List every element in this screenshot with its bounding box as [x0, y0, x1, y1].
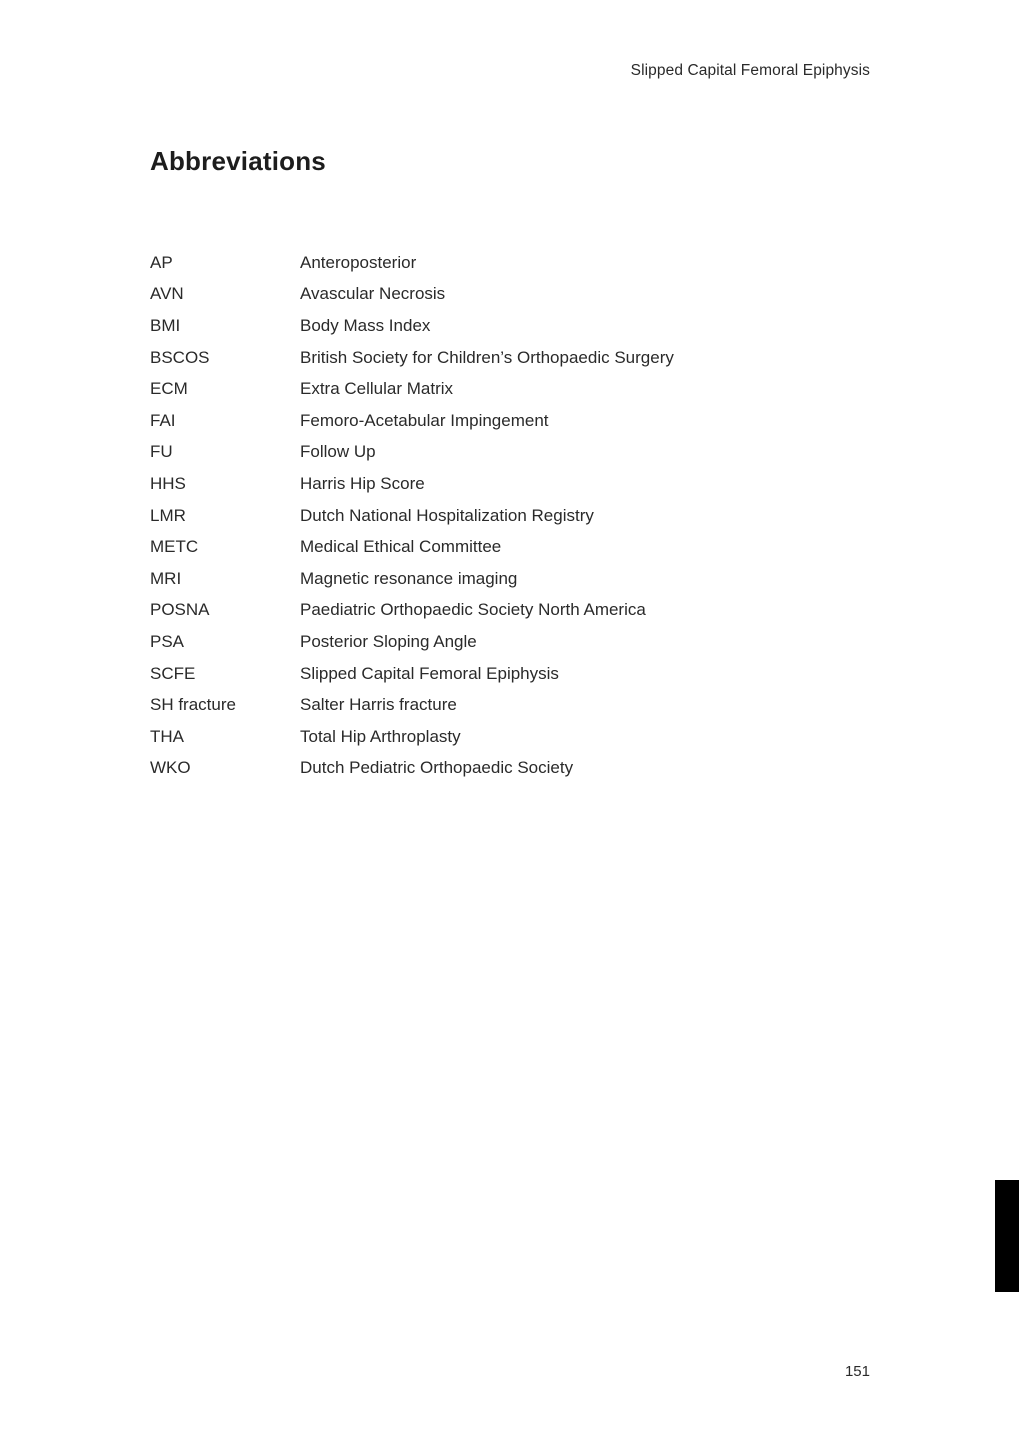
abbreviation-code: AVN: [150, 284, 184, 304]
abbreviation-row: [150, 563, 870, 595]
abbreviation-definition: Avascular Necrosis: [300, 284, 446, 304]
abbreviation-row: [150, 721, 870, 753]
abbreviation-row: [150, 658, 870, 690]
chapter-thumb-tab: [995, 1180, 1019, 1292]
abbreviation-code: FU: [150, 442, 173, 462]
abbreviation-row: [150, 405, 870, 437]
abbreviation-definition: Body Mass Index: [300, 315, 431, 335]
abbreviation-definition: British Society for Children’s Orthopaedic Surgery: [300, 347, 674, 367]
abbreviation-row: [150, 753, 870, 785]
abbreviation-code: WKO: [150, 758, 191, 778]
abbreviation-code: ECM: [150, 379, 188, 399]
abbreviation-definition: Dutch Pediatric Orthopaedic Society: [300, 758, 574, 778]
abbreviation-definition: Salter Harris fracture: [300, 695, 457, 715]
abbreviation-definition: Harris Hip Score: [300, 473, 425, 493]
abbreviation-row: [150, 373, 870, 405]
abbreviation-row: [150, 468, 870, 500]
page-title: Abbreviations: [150, 146, 326, 176]
abbreviation-definition: Posterior Sloping Angle: [300, 631, 477, 651]
abbreviation-definition: Dutch National Hospitalization Registry: [300, 505, 594, 525]
abbreviation-row: [150, 626, 870, 658]
abbreviation-code: SCFE: [150, 663, 196, 683]
abbreviation-row: [150, 689, 870, 721]
abbreviation-code: BSCOS: [150, 347, 210, 367]
abbreviation-row: [150, 310, 870, 342]
abbreviation-definition: Medical Ethical Committee: [300, 537, 502, 557]
abbreviations-list: [150, 247, 870, 784]
page-number: 151: [844, 1363, 870, 1380]
abbreviation-definition: Slipped Capital Femoral Epiphysis: [300, 663, 559, 683]
abbreviation-code: THA: [150, 726, 184, 746]
abbreviation-code: BMI: [150, 315, 181, 335]
abbreviation-code: PSA: [150, 631, 185, 651]
abbreviation-definition: Anteroposterior: [300, 252, 417, 272]
abbreviation-row: [150, 247, 870, 279]
abbreviation-definition: Paediatric Orthopaedic Society North America: [300, 600, 646, 620]
abbreviation-row: [150, 500, 870, 532]
abbreviation-code: LMR: [150, 505, 186, 525]
abbreviation-row: [150, 279, 870, 311]
abbreviation-code: FAI: [150, 410, 176, 430]
abbreviation-code: AP: [150, 252, 173, 272]
abbreviation-code: MRI: [150, 568, 182, 588]
abbreviation-definition: Total Hip Arthroplasty: [300, 726, 461, 746]
abbreviation-code: METC: [150, 537, 199, 557]
abbreviation-definition: Femoro-Acetabular Impingement: [300, 410, 549, 430]
running-header: Slipped Capital Femoral Epiphysis: [630, 62, 870, 79]
abbreviation-code: SH fracture: [150, 695, 236, 715]
abbreviation-code: POSNA: [150, 600, 210, 620]
abbreviation-code: HHS: [150, 473, 186, 493]
abbreviation-row: [150, 595, 870, 627]
abbreviation-definition: Follow Up: [300, 442, 376, 462]
abbreviation-definition: Magnetic resonance imaging: [300, 568, 518, 588]
abbreviation-definition: Extra Cellular Matrix: [300, 379, 454, 399]
abbreviation-row: [150, 437, 870, 469]
abbreviation-row: [150, 342, 870, 374]
abbreviation-row: [150, 531, 870, 563]
